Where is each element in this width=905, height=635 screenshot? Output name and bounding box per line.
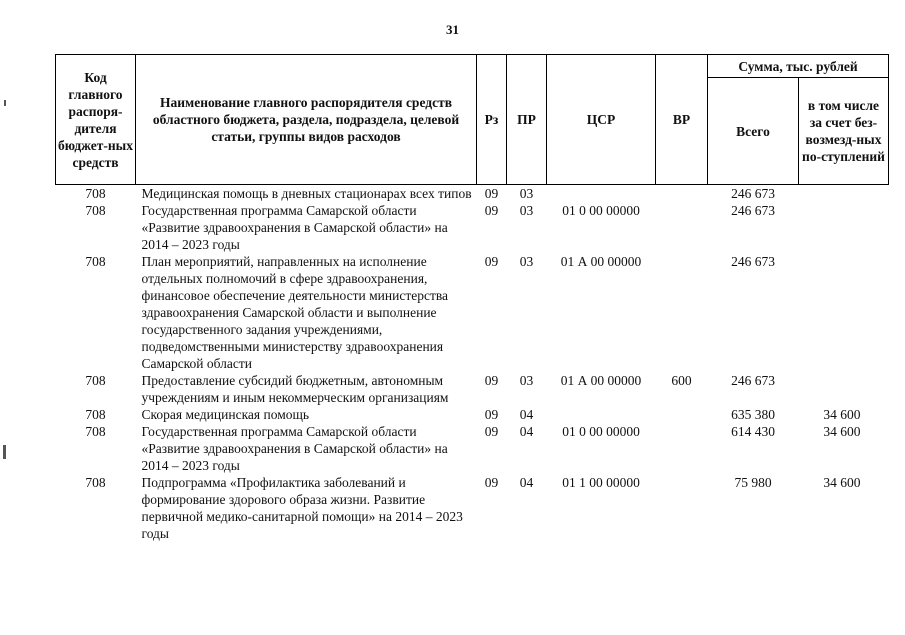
cell-rz: 09 (484, 203, 499, 218)
cell-incl (799, 372, 889, 406)
cell-rz: 09 (484, 407, 499, 422)
budget-table (55, 54, 889, 542)
table-row (56, 423, 889, 474)
table-header (56, 55, 889, 185)
scan-artifact (3, 445, 6, 459)
cell-incl: 34 600 (823, 407, 861, 422)
cell-code: 708 (85, 407, 106, 422)
cell-code: 708 (85, 203, 106, 218)
cell-name: Подпрограмма «Профилактика заболеваний и формирование здорового образа жизни. Развитие первичной медико-санитарной помощи» на 2014 – 2023 годы (141, 475, 463, 541)
header-pr: ПР (507, 55, 547, 185)
cell-incl: 34 600 (823, 475, 861, 490)
scan-artifact (4, 100, 6, 106)
cell-pr: 03 (519, 373, 534, 388)
cell-name: Государственная программа Самарской области «Развитие здравоохранения в Самарской области» на 2014 – 2023 годы (141, 203, 448, 252)
cell-name: Предоставление субсидий бюджетным, автономным учреждениям и иным некоммерческим организациям (141, 373, 449, 405)
cell-total: 246 673 (731, 254, 775, 269)
cell-code: 708 (85, 373, 106, 388)
cell-pr: 03 (519, 186, 534, 201)
cell-pr: 04 (519, 475, 534, 490)
cell-pr: 03 (519, 203, 534, 218)
cell-name: Государственная программа Самарской области «Развитие здравоохранения в Самарской области» на 2014 – 2023 годы (141, 424, 448, 473)
cell-pr: 04 (519, 407, 534, 422)
cell-csr: 01 1 00 00000 (562, 475, 640, 490)
cell-total: 635 380 (731, 407, 775, 422)
cell-vr (656, 423, 708, 474)
header-vr: ВР (656, 55, 708, 185)
cell-total: 246 673 (731, 373, 775, 388)
cell-incl: 34 600 (823, 424, 861, 439)
table-row (56, 406, 889, 423)
cell-incl (799, 253, 889, 372)
table-row (56, 253, 889, 372)
cell-csr (547, 406, 656, 423)
cell-total: 246 673 (731, 186, 775, 201)
cell-csr: 01 А 00 00000 (560, 373, 642, 388)
cell-code: 708 (85, 186, 106, 201)
cell-vr (656, 202, 708, 253)
cell-incl (799, 185, 889, 203)
cell-vr (656, 185, 708, 203)
table-row (56, 202, 889, 253)
cell-vr (656, 253, 708, 372)
cell-code: 708 (85, 254, 106, 269)
cell-vr (656, 474, 708, 542)
header-total: Всего (708, 78, 799, 185)
cell-csr: 01 А 00 00000 (560, 254, 642, 269)
header-rz: Рз (477, 55, 507, 185)
cell-rz: 09 (484, 186, 499, 201)
cell-name: План мероприятий, направленных на исполнение отдельных полномочий в сфере здравоохранения, финансовое обеспечение деятельности министерства здравоохранения Самарской области и выполнение государственного задания учреждениями, подведомственными министерству здравоохранения Самарской области (141, 254, 449, 371)
cell-incl (799, 202, 889, 253)
cell-csr: 01 0 00 00000 (562, 424, 640, 439)
cell-vr: 600 (671, 373, 692, 388)
header-code: Код главного распоря-дителя бюджет-ных средств (56, 55, 136, 185)
cell-csr: 01 0 00 00000 (562, 203, 640, 218)
cell-code: 708 (85, 475, 106, 490)
page-number: 31 (446, 22, 459, 37)
cell-name: Скорая медицинская помощь (141, 407, 310, 422)
header-name: Наименование главного распорядителя средств областного бюджета, раздела, подраздела, целевой статьи, группы видов расходов (136, 55, 477, 185)
cell-name: Медицинская помощь в дневных стационарах всех типов (141, 186, 472, 201)
table-body (56, 185, 889, 543)
cell-rz: 09 (484, 424, 499, 439)
cell-vr (656, 406, 708, 423)
cell-total: 75 980 (734, 475, 772, 490)
cell-pr: 04 (519, 424, 534, 439)
header-csr: ЦСР (547, 55, 656, 185)
cell-total: 614 430 (731, 424, 775, 439)
cell-csr (547, 185, 656, 203)
table-row (56, 474, 889, 542)
header-sum-group: Сумма, тыс. рублей (708, 55, 889, 78)
header-incl: в том числе за счет без-возмезд-ных по-ступлений (799, 78, 889, 185)
cell-rz: 09 (484, 475, 499, 490)
cell-pr: 03 (519, 254, 534, 269)
cell-code: 708 (85, 424, 106, 439)
table-row (56, 185, 889, 203)
cell-total: 246 673 (731, 203, 775, 218)
table-row (56, 372, 889, 406)
cell-rz: 09 (484, 373, 499, 388)
cell-rz: 09 (484, 254, 499, 269)
